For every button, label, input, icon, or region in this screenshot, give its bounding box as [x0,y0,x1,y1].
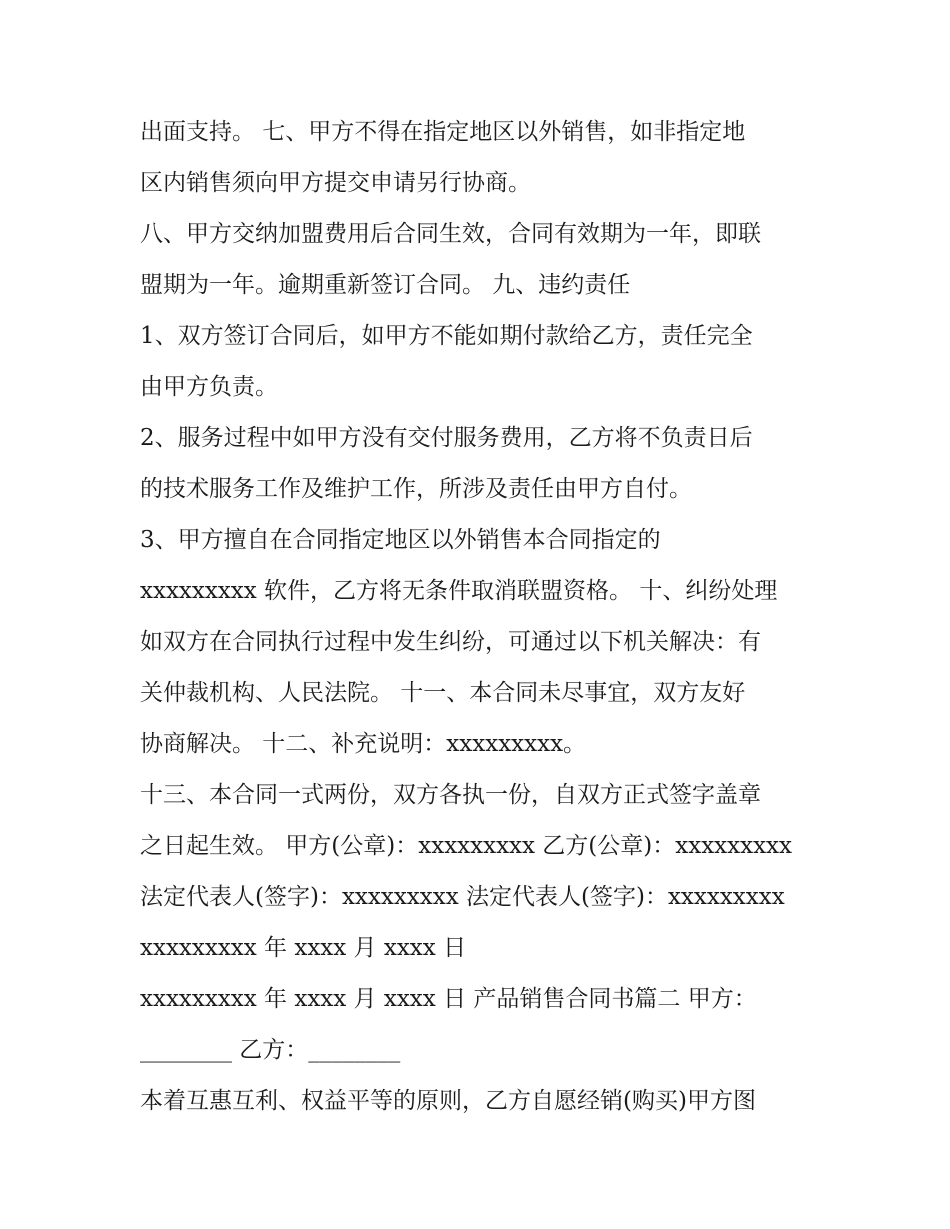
text-line: 十三、本合同一式两份，双方各执一份，自双方正式签字盖章 [140,782,761,808]
text-line: 法定代表人(签字)：xxxxxxxxx 法定代表人(签字)：xxxxxxxxx [140,884,785,910]
text-line: 出面支持。 七、甲方不得在指定地区以外销售，如非指定地 [140,119,746,145]
text-line: 由甲方负责。 [140,374,278,400]
text-line: 协商解决。 十二、补充说明：xxxxxxxxx。 [140,731,587,757]
text-line: 关仲裁机构、人民法院。 十一、本合同未尽事宜，双方友好 [140,680,746,706]
text-line: 1、双方签订合同后，如甲方不能如期付款给乙方，责任完全 [140,323,753,349]
text-line: 区内销售须向甲方提交申请另行协商。 [140,170,531,196]
text-line: 2、服务过程中如甲方没有交付服务费用，乙方将不负责日后 [140,425,753,451]
text-line: ________ 乙方：________ [140,1037,401,1063]
contract-text-body [140,107,830,1127]
text-line: 之日起生效。 甲方(公章)：xxxxxxxxx 乙方(公章)：xxxxxxxxx [140,833,792,859]
text-line: xxxxxxxxx 年 xxxx 月 xxxx 日 产品销售合同书篇二 甲方： [140,986,757,1012]
text-line: 的技术服务工作及维护工作，所涉及责任由甲方自付。 [140,476,692,502]
text-line: 如双方在合同执行过程中发生纠纷，可通过以下机关解决：有 [140,629,761,655]
text-line: 3、甲方擅自在合同指定地区以外销售本合同指定的 [140,527,661,553]
text-line: xxxxxxxxx 软件，乙方将无条件取消联盟资格。 十、纠纷处理 [140,578,778,604]
text-line: 八、甲方交纳加盟费用后合同生效，合同有效期为一年，即联 [140,221,761,247]
text-line: 盟期为一年。逾期重新签订合同。 九、违约责任 [140,272,631,298]
text-line: xxxxxxxxx 年 xxxx 月 xxxx 日 [140,935,467,961]
text-line: 本着互惠互利、权益平等的原则，乙方自愿经销(购买)甲方图 [140,1088,756,1114]
